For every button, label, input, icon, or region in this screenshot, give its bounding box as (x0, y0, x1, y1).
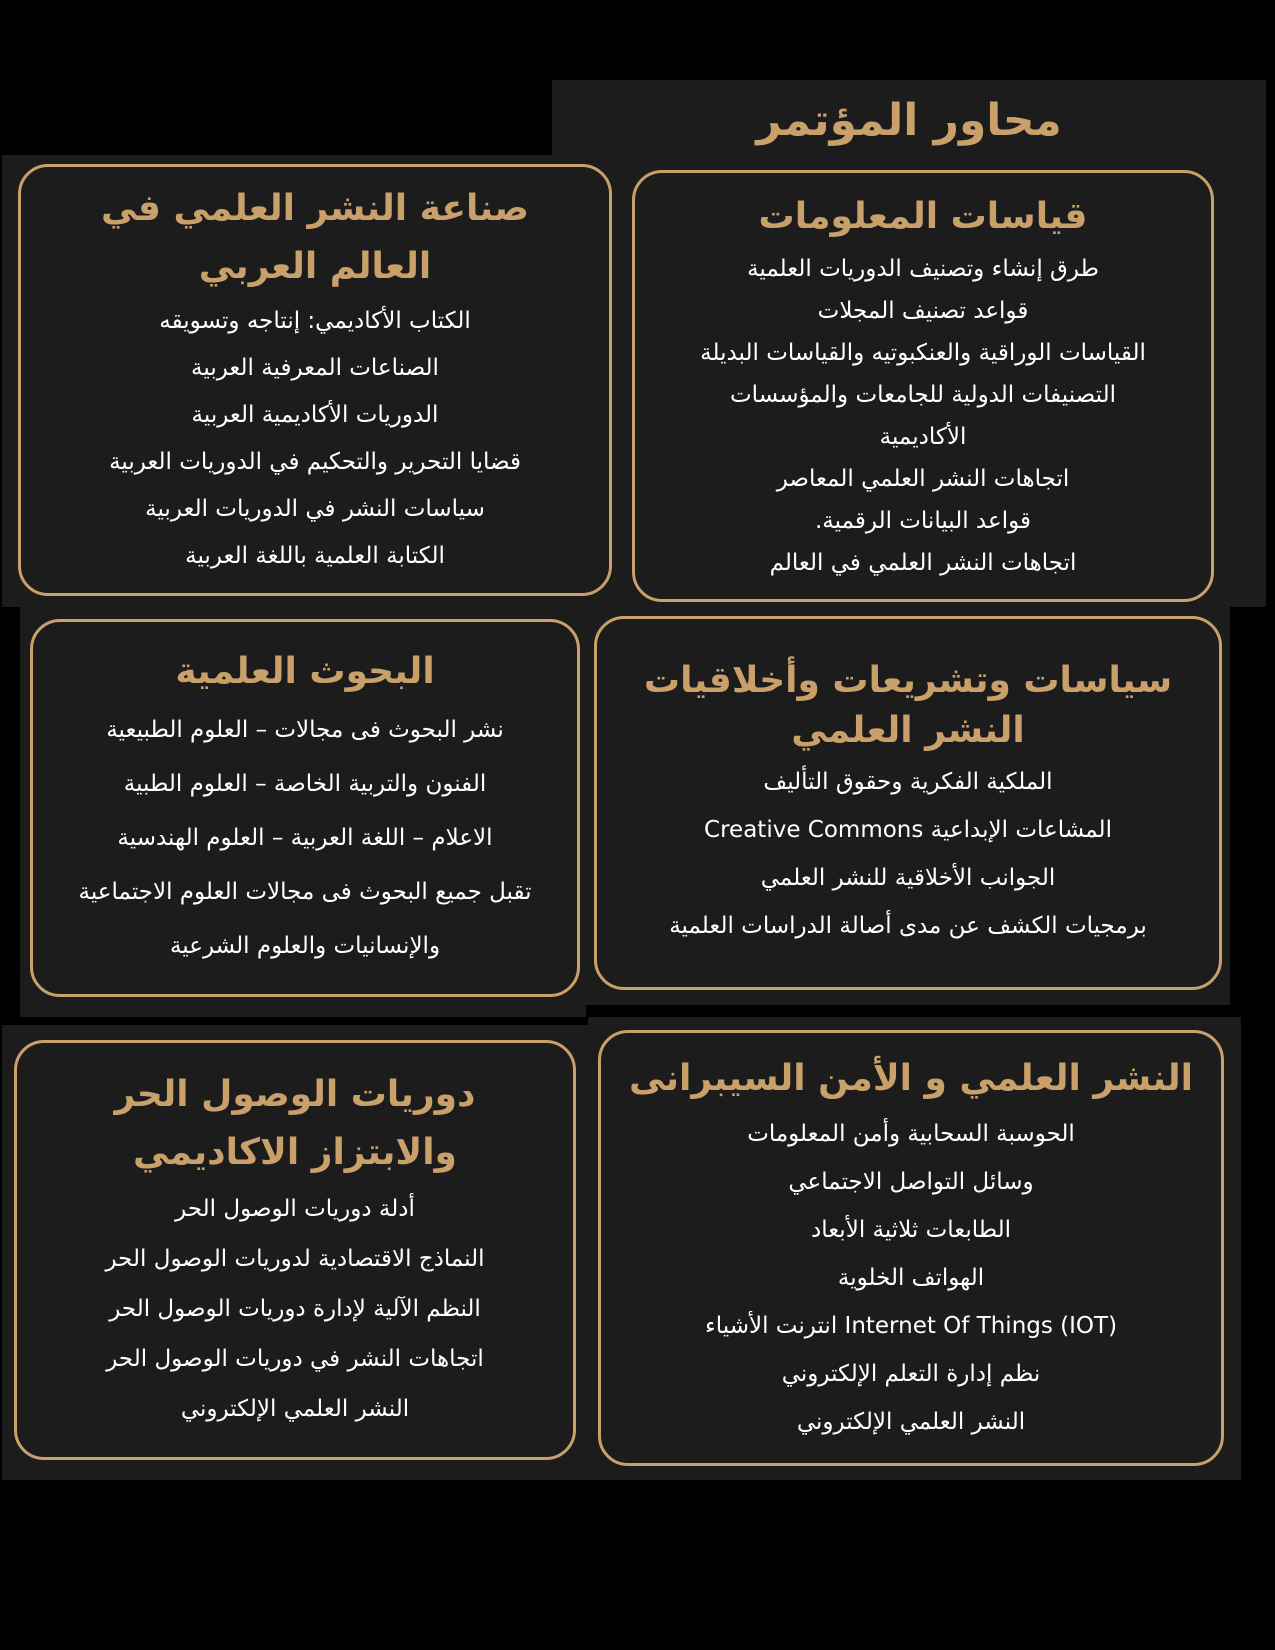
card-item-list (105, 1184, 484, 1434)
card-scientific-research (30, 619, 580, 997)
list-item: نظم إدارة التعلم الإلكتروني (781, 1360, 1041, 1387)
card-publishing-ethics (594, 616, 1222, 990)
card-cyber-security (598, 1030, 1224, 1466)
list-item: برمجيات الكشف عن مدى أصالة الدراسات العلمية (669, 913, 1147, 940)
card-open-access (14, 1040, 576, 1460)
card-title: دوريات الوصول الحر والابتزاز الاكاديمي (114, 1074, 476, 1173)
list-item: النماذج الاقتصادية لدوريات الوصول الحر (105, 1245, 485, 1272)
list-item: الملكية الفكرية وحقوق التأليف (763, 769, 1053, 796)
list-item: الفنون والتربية الخاصة – العلوم الطبية (123, 770, 487, 797)
list-item: سياسات النشر في الدوريات العربية (145, 495, 485, 522)
list-item: الهواتف الخلوية (837, 1264, 985, 1291)
list-item: القياسات الوراقية والعنكبوتيه والقياسات البديلة (700, 339, 1146, 366)
list-item: الكتابة العلمية باللغة العربية (185, 542, 445, 569)
list-item: طرق إنشاء وتصنيف الدوريات العلمية (747, 255, 1099, 282)
list-item: نشر البحوث فى مجالات – العلوم الطبيعية (106, 716, 504, 743)
card-item-list (669, 758, 1147, 950)
list-item: التصنيفات الدولية للجامعات والمؤسسات الأكاديمية (730, 381, 1116, 450)
list-item: أدلة دوريات الوصول الحر (175, 1195, 415, 1222)
card-title: النشر العلمي و الأمن السيبرانى (629, 1058, 1193, 1100)
list-item: قواعد تصنيف المجلات (817, 297, 1029, 324)
card-title: البحوث العلمية (175, 651, 435, 693)
list-item: الاعلام – اللغة العربية – العلوم الهندسية (117, 824, 493, 851)
list-item: الطابعات ثلاثية الأبعاد (810, 1216, 1012, 1243)
list-item: النظم الآلية لإدارة دوريات الوصول الحر (109, 1295, 481, 1322)
card-arab-publishing-industry (18, 164, 612, 596)
list-item: اتجاهات النشر العلمي المعاصر (776, 465, 1070, 492)
list-item: الجوانب الأخلاقية للنشر العلمي (760, 865, 1056, 892)
list-item: الصناعات المعرفية العربية (191, 354, 439, 381)
card-item-list (79, 703, 532, 973)
list-item: وسائل التواصل الاجتماعي (788, 1168, 1034, 1195)
list-item: الحوسبة السحابية وأمن المعلومات (747, 1120, 1075, 1147)
card-item-list (688, 248, 1158, 584)
list-item: المشاعات الإبداعية Creative Commons (704, 817, 1112, 844)
card-item-list (705, 1110, 1117, 1446)
card-title: سياسات وتشريعات وأخلاقيات النشر العلمي (643, 659, 1173, 751)
list-item: والإنسانيات والعلوم الشرعية (169, 932, 441, 959)
list-item: قضايا التحرير والتحكيم في الدوريات العربية (109, 448, 521, 475)
list-item: الكتاب الأكاديمي: إنتاجه وتسويقه (159, 307, 471, 334)
card-title: قياسات المعلومات (758, 196, 1088, 238)
list-item: الدوريات الأكاديمية العربية (191, 401, 439, 428)
card-item-list (109, 298, 521, 580)
list-item: النشر العلمي الإلكتروني (796, 1408, 1026, 1435)
list-item: اتجاهات النشر في دوريات الوصول الحر (106, 1345, 484, 1372)
list-item: قواعد البيانات الرقمية. (815, 507, 1031, 534)
list-item: النشر العلمي الإلكتروني (180, 1395, 410, 1422)
card-information-measurements (632, 170, 1214, 602)
page-title: محاور المؤتمر (756, 94, 1062, 146)
list-item: Internet Of Things (IOT) انترنت الأشياء (704, 1312, 1118, 1339)
card-title: صناعة النشر العلمي في العالم العربي (100, 188, 530, 287)
list-item: اتجاهات النشر العلمي في العالم (769, 549, 1077, 576)
list-item: تقبل جميع البحوث فى مجالات العلوم الاجتماعية (78, 878, 532, 905)
